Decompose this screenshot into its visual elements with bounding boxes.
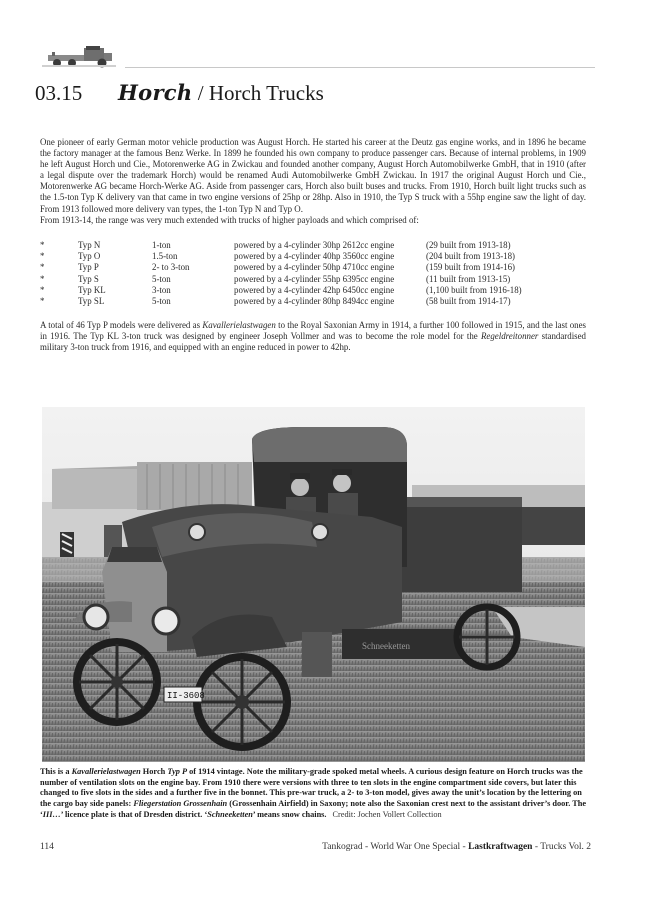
second-paragraph xyxy=(40,320,586,353)
caption-italic: Kavallerielastwagen xyxy=(71,767,141,776)
footer-title-bold: Lastkraftwagen xyxy=(468,842,533,852)
caption-italic: III… xyxy=(42,809,61,819)
model-engine: powered by a 4-cylinder 30hp 2612cc engine xyxy=(234,240,395,250)
footer-title-b: - Trucks Vol. 2 xyxy=(532,842,591,852)
caption-text: Horch xyxy=(140,767,168,776)
model-payload: 2- to 3-ton xyxy=(152,262,190,273)
caption-text: (Grossenhain Airfield) in Saxony; note also the Saxonian crest next to the assistant driver’s door. The ‘ xyxy=(40,799,587,819)
photo-caption xyxy=(40,767,588,821)
model-row xyxy=(40,296,600,307)
models-list xyxy=(40,240,600,307)
model-name: Typ O xyxy=(78,251,101,262)
title-separator: / xyxy=(192,81,209,105)
bullet-icon: * xyxy=(40,262,45,273)
model-name: Typ N xyxy=(78,240,101,250)
model-payload: 1-ton xyxy=(152,240,171,250)
bullet-icon: * xyxy=(40,284,45,295)
page-number: 114 xyxy=(40,842,54,852)
bullet-icon: * xyxy=(40,240,45,250)
para2-a: A total of 46 Typ P models were delivered as xyxy=(40,320,203,330)
model-built: (29 built from 1913-18) xyxy=(426,240,511,250)
caption-text: of 1914 vintage. Note the military-grade spoked metal wheels. A curious design feature on Horch trucks was the number of ventilation slots on the engine bay. From 1910 there were versions with three to ten slots in the engine compartment side covers, but later this changed to five slots in the sides and a further five in the bonnet. This pre-war truck, a 2- to 3-ton model, gives away the unit’s location by the lettering on the cargo bay side panels: xyxy=(40,767,583,809)
section-title xyxy=(35,80,324,106)
para2-a-italic: Kavallerielastwagen xyxy=(202,320,276,330)
bullet-icon: * xyxy=(40,296,45,307)
licence-plate: II-3608 xyxy=(167,691,205,701)
model-row xyxy=(40,262,600,273)
bullet-icon: * xyxy=(40,251,45,262)
model-engine: powered by a 4-cylinder 42hp 6450cc engine xyxy=(234,284,395,295)
intro-text-2: From 1913-14, the range was very much extended with trucks of higher payloads and which comprised of: xyxy=(40,214,419,225)
model-row xyxy=(40,251,600,262)
running-footer xyxy=(322,842,591,852)
model-row xyxy=(40,285,600,296)
photo-credit: Credit: Jochen Vollert Collection xyxy=(332,809,442,819)
para2-b-italic: Regeldreitonner xyxy=(481,331,539,342)
truck-photo xyxy=(42,407,585,762)
section-number: 03.15 xyxy=(35,81,83,105)
model-built: (58 built from 1914-17) xyxy=(426,296,511,307)
model-name: Typ SL xyxy=(78,296,105,307)
bullet-icon: * xyxy=(40,273,45,284)
model-name: Typ P xyxy=(78,262,99,273)
caption-italic: Typ P xyxy=(167,767,188,776)
model-engine: powered by a 4-cylinder 80hp 8494cc engine xyxy=(234,296,395,307)
caption-text: This is a xyxy=(40,767,72,776)
model-built: (11 built from 1913-15) xyxy=(426,273,511,284)
model-engine: powered by a 4-cylinder 40hp 3560cc engine xyxy=(234,251,395,262)
model-name: Typ S xyxy=(78,273,99,284)
para2-c: standardised military 3-ton truck from 1916, and equipped with an engine reduced in power to 42hp. xyxy=(40,331,586,353)
caption-italic: Schneeketten xyxy=(207,809,253,819)
model-row xyxy=(40,274,600,285)
footer-title-a: Tankograd - World War One Special - xyxy=(322,842,469,852)
para2-b: to the Royal Saxonian Army in 1914, a further 100 followed in 1915, and the last ones in 1916. The Typ KL 3-ton truck was designed by engineer Joseph Vollmer and was to become the role model for the xyxy=(40,320,586,342)
model-built: (1,100 built from 1916-18) xyxy=(426,284,522,295)
model-built: (159 built from 1914-16) xyxy=(426,262,515,273)
model-payload: 5-ton xyxy=(152,273,171,284)
model-payload: 5-ton xyxy=(152,296,171,307)
caption-italic: Fliegerstation Grossenhain xyxy=(133,799,228,809)
caption-text: ’ licence plate is that of Dresden district. ‘ xyxy=(60,809,208,819)
model-payload: 1.5-ton xyxy=(152,251,178,262)
model-engine: powered by a 4-cylinder 50hp 4710cc engine xyxy=(234,262,395,273)
model-engine: powered by a 4-cylinder 55hp 6395cc engine xyxy=(234,273,395,284)
caption-text: ’ means snow chains. xyxy=(252,809,327,819)
truck-illustration-icon xyxy=(42,44,120,70)
intro-paragraph xyxy=(40,137,586,226)
model-name: Typ KL xyxy=(78,284,106,295)
intro-text: One pioneer of early German motor vehicle production was August Horch. He started his career at the Deutz gas engine works, and in 1896 he became the factory manager at the famous Benz Werke. In 1899 he founded his own company to produce passenger cars. Because of internal problems, in 1909 he left August Horch und Cie., Motorenwerke AG in Zwickau and founded another company, August Horch Automobilwerke GmbH, that in 1910 (after a legal dispute over the trademark Horch) would be renamed Audi Automobilwerke GmbH Zwickau. In 1917 the original August Horch und Cie., Motorenwerke AG became Horch-Werke AG. Aside from passenger cars, Horch also built buses and trucks. From 1910, Horch built light trucks such as the 1.5-ton Typ K delivery van that came in two engine versions of 25hp or 28hp. Also in 1910, the Typ S truck with a 55hp engine saw the light of day. From 1913 followed more delivery van types, the 1-ton Typ N and Typ O. xyxy=(40,137,586,214)
side-lettering: Schneeketten xyxy=(362,641,410,651)
title-rest: Horch Trucks xyxy=(208,81,324,105)
model-payload: 3-ton xyxy=(152,284,171,295)
title-fraktur: Horch xyxy=(118,80,193,105)
model-built: (204 built from 1913-18) xyxy=(426,251,515,262)
header-rule xyxy=(125,67,595,68)
model-row xyxy=(40,240,600,251)
